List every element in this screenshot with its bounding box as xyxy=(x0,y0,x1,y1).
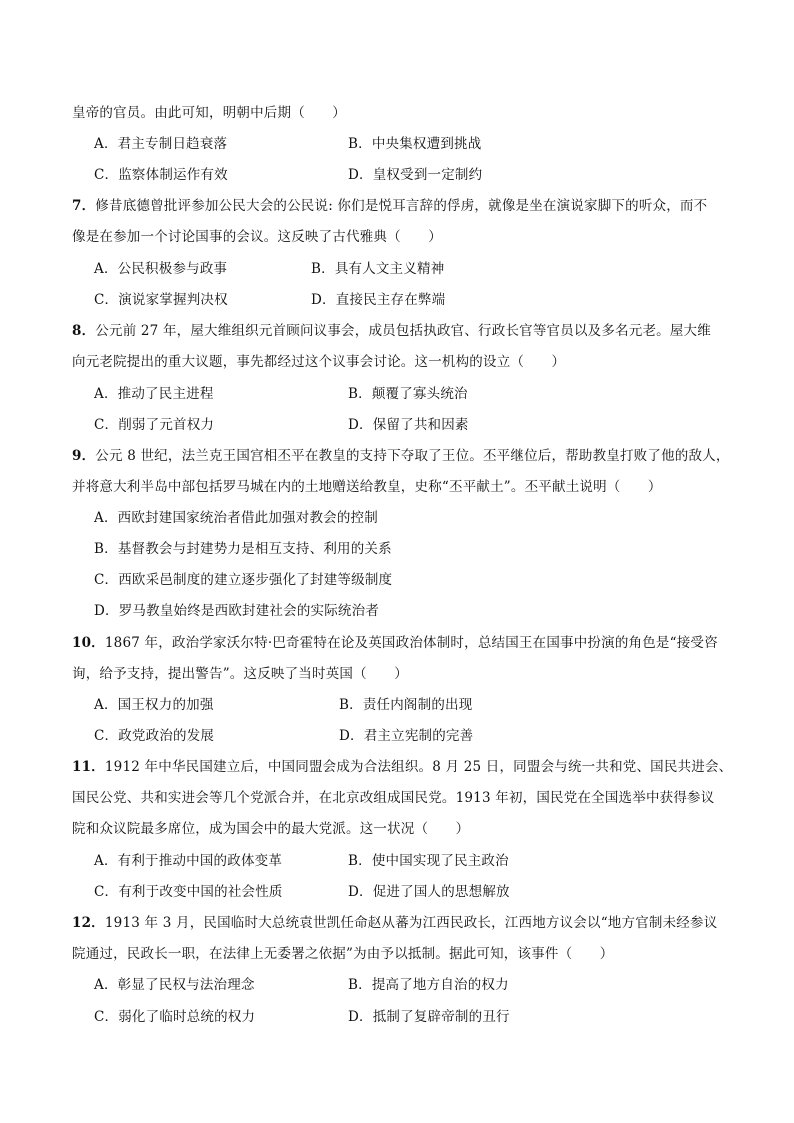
question-10-number: 10． xyxy=(72,635,105,651)
question-6-option-d: D．皇权受到一定制约 xyxy=(348,167,483,183)
question-12-stem-line2: 院通过，民政长一职，在法律上无委署之依据”为由予以抵制。据此可知，该事件（ ） xyxy=(72,946,614,962)
question-9-text: 公元 8 世纪，法兰克王国宫相丕平在教皇的支持下夺取了王位。丕平继位后，帮助教皇打败了他的敌人， xyxy=(95,448,730,464)
question-9-option-d: D．罗马教皇始终是西欧封建社会的实际统治者 xyxy=(94,603,380,619)
question-7-number: 7． xyxy=(72,198,96,214)
question-6-option-c: C．监察体制运作有效 xyxy=(94,167,228,183)
question-7-option-a: A．公民积极参与政事 xyxy=(94,261,228,277)
question-12-number: 12． xyxy=(72,915,105,931)
question-11-stem-line2: 国民公党、共和实进会等几个党派合并，在北京改组成国民党。1913 年初，国民党在全国选举中获得参议 xyxy=(72,790,715,806)
question-6-stem: 皇帝的官员。由此可知，明朝中后期（ ） xyxy=(72,105,346,121)
question-8-stem-line1 xyxy=(72,322,711,340)
question-9-stem-line1 xyxy=(72,447,730,465)
question-9-stem-line2: 并将意大利半岛中部包括罗马城在内的土地赠送给教皇，史称“丕平献土”。丕平献土说明（ ） xyxy=(72,479,662,495)
question-7-text: 修昔底德曾批评参加公民大会的公民说: 你们是悦耳言辞的俘虏，就像是坐在演说家脚下的听众，而不 xyxy=(95,198,708,214)
question-10-stem-line2: 询，给予支持，提出警告”。这反映了当时英国（ ） xyxy=(72,666,408,682)
question-8-option-c: C．削弱了元首权力 xyxy=(94,417,215,433)
question-9-number: 9． xyxy=(72,448,96,464)
question-10-option-a: A．国王权力的加强 xyxy=(94,697,214,713)
question-11-stem-line3: 院和众议院最多席位，成为国会中的最大党派。这一状况（ ） xyxy=(72,821,470,837)
question-10-stem-line1 xyxy=(72,634,718,652)
question-11-text: 1912 年中华民国建立后，中国同盟会成为合法组织。8 月 25 日，同盟会与统一共和党、国民共进会、 xyxy=(104,759,733,775)
question-11-option-a: A．有利于推动中国的政体变革 xyxy=(94,853,283,869)
question-7-stem-line2: 像是在参加一个讨论国事的会议。这反映了古代雅典（ ） xyxy=(72,229,442,245)
question-11-stem-line1 xyxy=(72,758,732,776)
question-12-option-a: A．彰显了民权与法治理念 xyxy=(94,977,255,993)
question-11-number: 11． xyxy=(72,759,105,775)
question-10-text: 1867 年，政治学家沃尔特·巴奇霍特在论及英国政治体制时，总结国王在国事中扮演的角色是“接受咨 xyxy=(104,635,718,651)
question-9-option-c: C．西欧采邑制度的建立逐步强化了封建等级制度 xyxy=(94,572,393,588)
question-6-option-b: B．中央集权遭到挑战 xyxy=(348,136,482,152)
question-8-option-b: B．颠覆了寡头统治 xyxy=(348,386,468,402)
question-7-option-c: C．演说家掌握判决权 xyxy=(94,292,228,308)
question-8-option-d: D．保留了共和因素 xyxy=(348,417,469,433)
question-10-option-c: C．政党政治的发展 xyxy=(94,728,215,744)
question-6-option-a: A．君主专制日趋衰落 xyxy=(94,136,228,152)
question-9-option-b: B．基督教会与封建势力是相互支持、利用的关系 xyxy=(94,541,392,557)
question-12-option-c: C．弱化了临时总统的权力 xyxy=(94,1009,256,1025)
question-12-option-b: B．提高了地方自治的权力 xyxy=(348,977,509,993)
question-11-option-c: C．有利于改变中国的社会性质 xyxy=(94,884,283,900)
question-12-option-d: D．抵制了复辟帝制的丑行 xyxy=(348,1009,510,1025)
question-10-option-b: B．责任内阁制的出现 xyxy=(339,697,473,713)
question-8-number: 8． xyxy=(72,323,96,339)
question-9-option-a: A．西欧封建国家统治者借此加强对教会的控制 xyxy=(94,510,378,526)
question-12-text: 1913 年 3 月，民国临时大总统袁世凯任命赵从蕃为江西民政长，江西地方议会以“地方官制未经参议 xyxy=(104,915,718,931)
question-8-option-a: A．推动了民主进程 xyxy=(94,386,214,402)
question-7-option-d: D．直接民主存在弊端 xyxy=(311,292,446,308)
question-10-option-d: D．君主立宪制的完善 xyxy=(339,728,474,744)
question-7-option-b: B．具有人文主义精神 xyxy=(311,261,445,277)
question-12-stem-line1 xyxy=(72,914,717,932)
question-8-text: 公元前 27 年，屋大维组织元首顾问议事会，成员包括执政官、行政长官等官员以及多名元老。屋大维 xyxy=(95,323,711,339)
question-11-option-b: B．使中国实现了民主政治 xyxy=(348,853,509,869)
question-7-stem-line1 xyxy=(72,197,707,215)
question-8-stem-line2: 向元老院提出的重大议题，事先都经过这个议事会讨论。这一机构的设立（ ） xyxy=(72,354,566,370)
question-11-option-d: D．促进了国人的思想解放 xyxy=(348,884,510,900)
